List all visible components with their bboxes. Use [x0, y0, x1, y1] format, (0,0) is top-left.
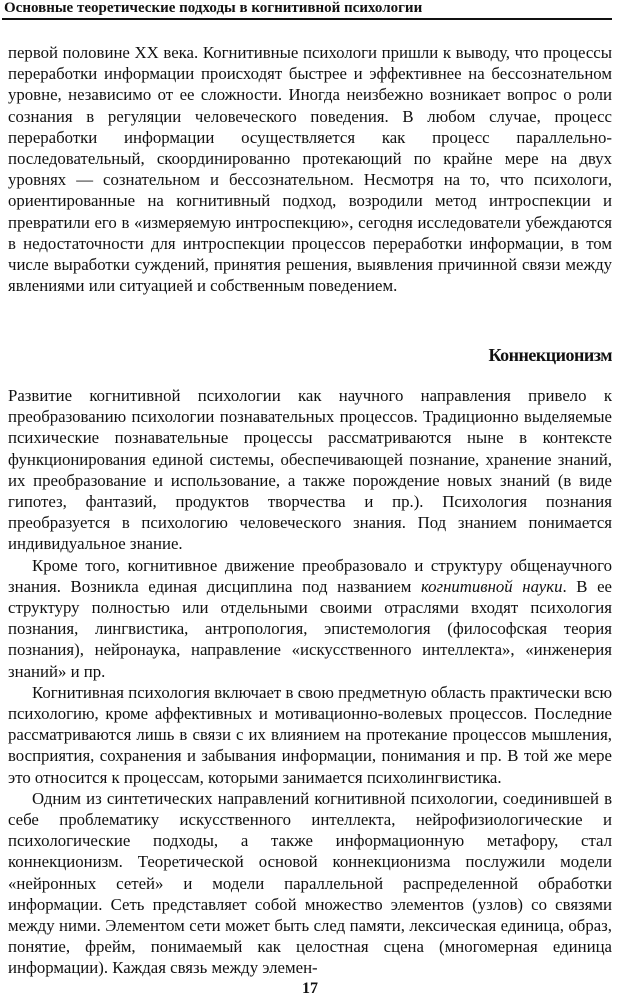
body-text-section — [8, 385, 612, 979]
paragraph: первой половине XX века. Когнитивные психологи пришли к выводу, что процессы переработки информации происходят быстрее и эффективнее на бессознательном уровне, независимо от ее сложности. Иногда неизбежно возникает вопрос о роли сознания в регуляции человеческого поведения. В любом случае, процесс переработки информации осуществляется как процесс параллельно-последовательный, скоординированно протекающий по крайне мере на двух уровнях — сознательном и бессознательном. Несмотря на то, что психологи, ориентированные на когнитивный подход, возродили метод интроспекции и превратили его в «измеряемую интроспекцию», сегодня исследователи убеждаются в недостаточности для интроспекции процессов переработки информации, в том числе выработки суждений, принятия решения, выявления причинной связи между явлениями или ситуацией и собственным поведением. — [8, 43, 612, 296]
paragraph-text: Кроме того, когнитивное движение преобразовало и структуру общенаучного знания. Возникла единая дисциплина под названием — [8, 555, 612, 596]
paragraph: Когнитивная психология включает в свою предметную область практически всю психологию, кроме аффективных и мотивационно-волевых процессов. Последние рассматриваются лишь в связи с их влиянием на протекание процессов мышления, восприятия, сохранения и забывания информации, понимания и пр. В той же мере это относится к процессам, которыми занимается психолингвистика. — [8, 682, 612, 787]
paragraph: Развитие когнитивной психологии как научного направления привело к преобразованию психологии познавательных процессов. Традиционно выделяемые психические познавательные процессы рассматриваются ныне в контексте функционирования единой системы, обеспечивающей познание, хранение знаний, их преобразование и использование, а также порождение новых знаний (в виде гипотез, фантазий, продуктов творчества и пр.). Психология познания преобразуется в психологию человеческого знания. Под знанием понимается индивидуальное знание. — [8, 386, 612, 554]
paragraph — [8, 555, 612, 682]
header-rule — [2, 18, 612, 20]
body-text-top — [8, 42, 612, 296]
paragraph: Одним из синтетических направлений когнитивной психологии, соединившей в себе проблематику искусственного интеллекта, нейрофизиологические и психологические подходы, а также информационную метафору, стал коннекционизм. Теоретической основой коннекционизма послужили модели «нейронных сетей» и модели параллельной распределенной обработки информации. Сеть представляет собой множество элементов (узлов) со связями между ними. Элементом сети может быть след памяти, лексическая единица, образ, понятие, фрейм, понимаемый как целостная сцена (многомерная единица информации). Каждая связь между элемен- — [8, 788, 612, 978]
running-header: Основные теоретические подходы в когнитивной психологии — [4, 0, 423, 16]
italic-term: когнитивной науки — [420, 576, 563, 596]
page-number: 17 — [302, 980, 318, 997]
section-heading: Коннекционизм — [488, 345, 612, 365]
paragraph-text: . В ее структуру полностью или отдельными своими отраслями входят психология познания, лингвистика, антропология, эпистемология (философская теория познания), нейронаука, направление «искусственного интеллекта», «инженерия знаний» и пр. — [8, 576, 612, 681]
